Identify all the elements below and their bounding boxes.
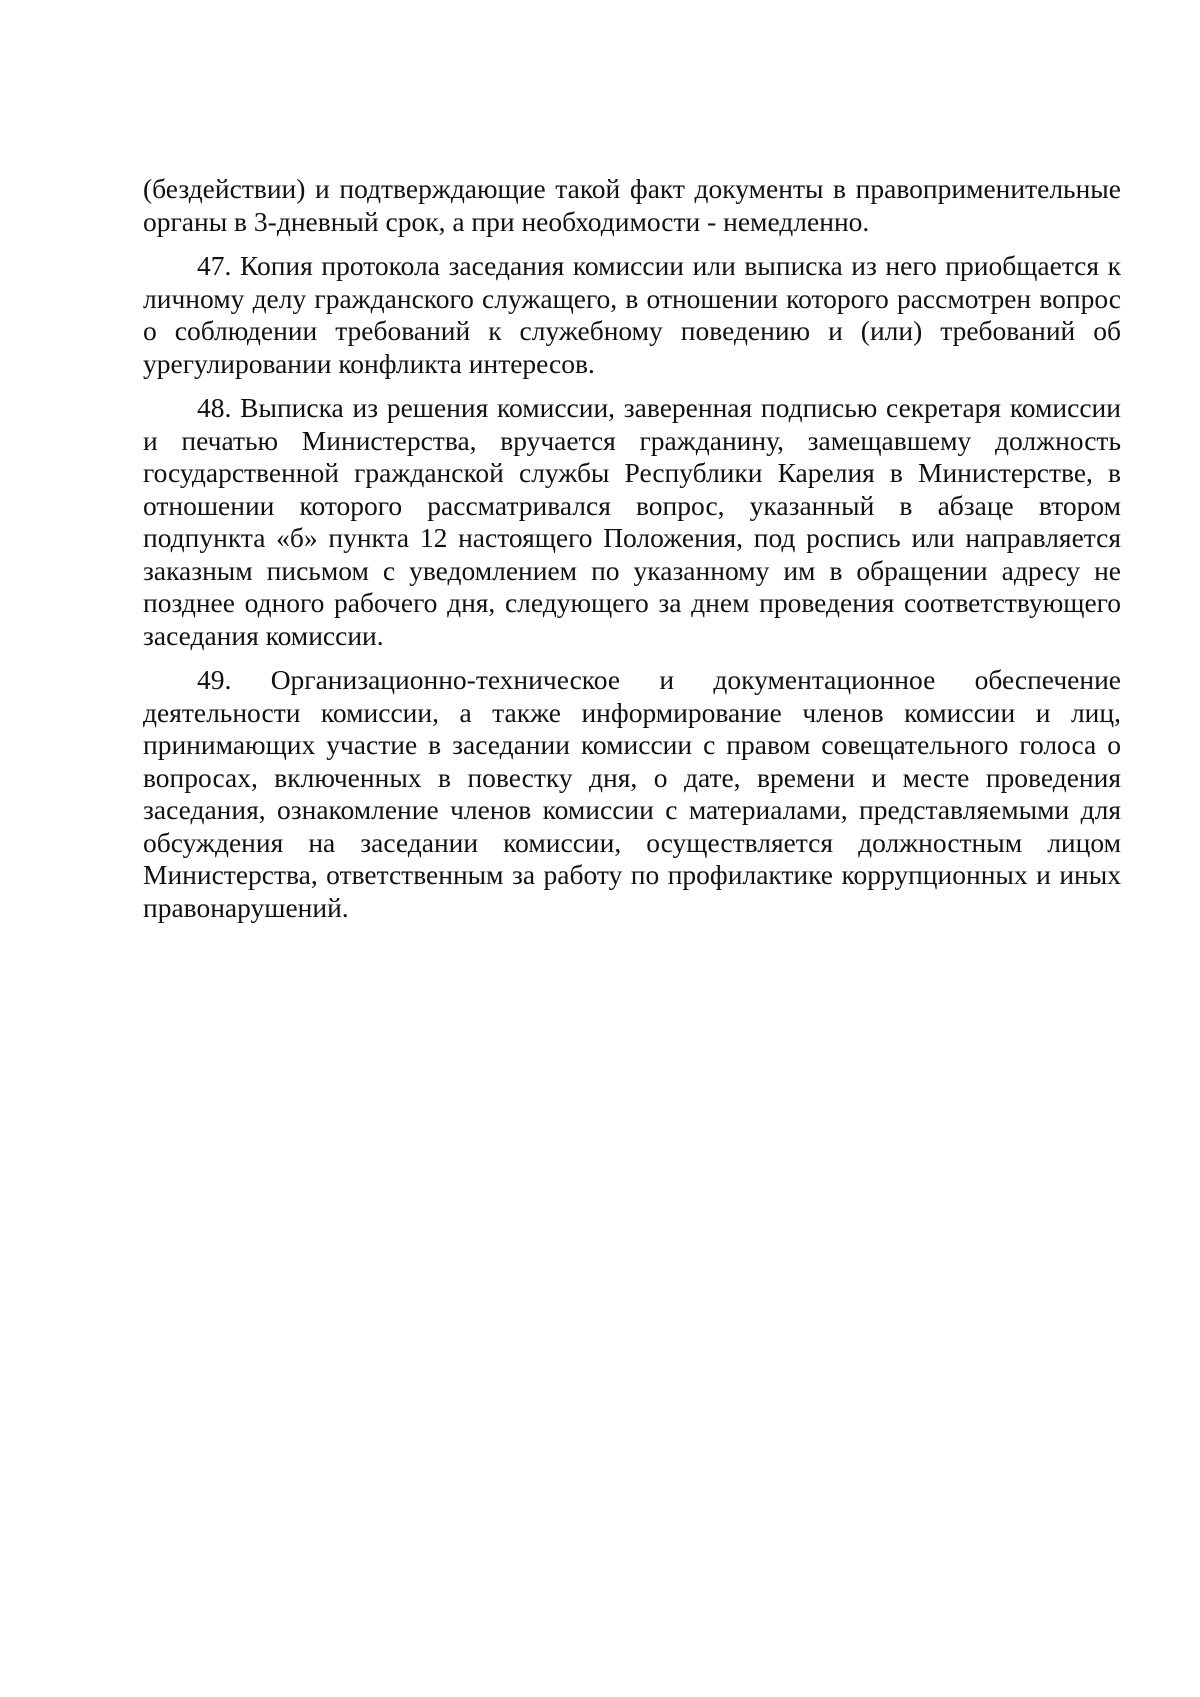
paragraph-item-47: 47. Копия протокола заседания комиссии или выписка из него приобщается к личному делу гражданского служащего, в отношении которого рассмотрен вопрос о соблюдении требований к служебному поведению и (или) требований об урегулировании конфликта интересов. (143, 250, 1121, 379)
document-body (143, 173, 1121, 936)
paragraph-item-48: 48. Выписка из решения комиссии, заверенная подписью секретаря комиссии и печатью Министерства, вручается гражданину, замещавшему должность государственной гражданской службы Республики Карелия в Министерстве, в отношении которого рассматривался вопрос, указанный в абзаце втором подпункта «б» пункта 12 настоящего Положения, под роспись или направляется заказным письмом с уведомлением по указанному им в обращении адресу не позднее одного рабочего дня, следующего за днем проведения соответствующего заседания комиссии. (143, 392, 1121, 651)
paragraph-item-49: 49. Организационно-техническое и документационное обеспечение деятельности комиссии, а также информирование членов комиссии и лиц, принимающих участие в заседании комиссии с правом совещательного голоса о вопросах, включенных в повестку дня, о дате, времени и месте проведения заседания, ознакомление членов комиссии с материалами, представляемыми для обсуждения на заседании комиссии, осуществляется должностным лицом Министерства, ответственным за работу по профилактике коррупционных и иных правонарушений. (143, 664, 1121, 923)
paragraph-continuation: (бездействии) и подтверждающие такой факт документы в правоприменительные органы в 3-дневный срок, а при необходимости - немедленно. (143, 173, 1121, 237)
